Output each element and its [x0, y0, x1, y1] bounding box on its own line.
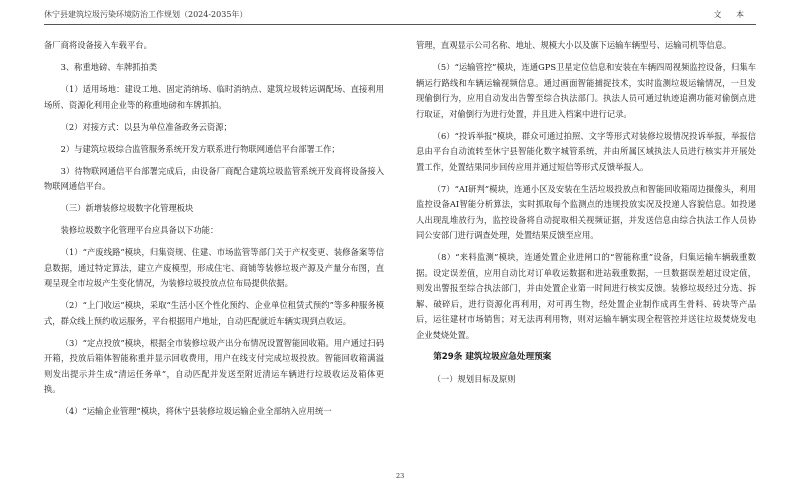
- paragraph: 备厂商将设备接入车载平台。: [44, 40, 152, 50]
- paragraph: （6）“投诉举报”模块，群众可通过拍照、文字等形式对装修垃圾情况投诉举报，举报信息由平台自动流转至休宁县智能化数字城管系统，并由所属区域执法人员进行核实并开展处置工作，处置结果同步回传应用并通过短信等形式反馈举报人。: [416, 130, 756, 172]
- paragraph: （4）“运输企业管理”模块，将休宁县装修垃圾运输企业全部纳入应用统一: [60, 406, 332, 416]
- article-heading: 第29条 建筑垃圾应急处理预案: [433, 351, 552, 362]
- paragraph: （5）“运输管控”模块，连通GPS卫星定位信息和安装在车辆四周视频监控设备，归集车辆运行路线和车辆运输视频信息。通过画面智能捕捉技术，实时监测垃圾运输情况，一旦发现偷倒行为，应用自动发出告警至综合执法部门。执法人员可通过轨迹追溯功能对偷倒点进行取证，对偷倒行为进行处置，并且进入档案中进行记录。: [416, 62, 756, 119]
- paragraph: （2）对接方式：以县为单位准备政务云资源；: [60, 121, 232, 132]
- subsection-heading: （一）规划目标及原则: [432, 373, 516, 384]
- paragraph: 3、称重地磅、车牌抓拍类: [60, 62, 158, 72]
- paragraph: （8）“来料监测”模块，连通处置企业进闸口的“智能称重”设备，归集运输车辆载重数据。设定误差值，应用自动比对订单收运数据和进站载重数据，一旦数据误差超过设定值，则发出警报至综合执法部门，并由处置企业第一时间进行核实反馈。装修垃圾经过分选、拆解、破碎后，进行资源化再利用，对可再生物，经处置企业制作成再生骨料、砖块等产品后，运往建材市场销售；对无法再利用物，则对运输车辆实现全程管控并送往垃圾焚烧发电企业焚烧处置。: [416, 252, 756, 340]
- paragraph: 2）与建筑垃圾综合监管服务系统开发方联系进行物联网通信平台部署工作；: [60, 143, 340, 154]
- paragraph: （1）“产废线路”模块，归集资规、住建、市场监管等部门关于产权变更、装修备案等信息数据，通过特定算法，建立产废模型，形成住宅、商铺等装修垃圾产源及产量分布图，直观呈现全市垃圾产生变化情况，为装修垃圾投放点位布局提供依据。: [44, 247, 384, 288]
- header-section: 文 本: [713, 10, 750, 19]
- subsection-heading: （三）新增装修垃圾数字化管理板块: [60, 203, 194, 213]
- running-header: [44, 6, 756, 25]
- paragraph: （1）适用场地：建设工地、固定消纳场、临时消纳点、建筑垃圾转运调配场、直接利用场所、资源化利用企业等的称重地磅和车牌抓拍。: [44, 84, 384, 110]
- paragraph: （2）“上门收运”模块，采取“生活小区个性化预约、企业单位租赁式预约”等多种服务模式，群众线上预约收运服务，平台根据用户地址，自动匹配就近车辆实现到点收运。: [44, 300, 384, 326]
- paragraph: （3）“定点投放”模块，根据全市装修垃圾产出分布情况设置智能回收箱。用户通过扫码开箱，投放后箱体智能称重并显示回收费用，用户在线支付完成垃圾投放。智能回收箱满溢则发出提示并生成“清运任务单”，自动匹配并发送至附近清运车辆进行垃圾收运及箱体更换。: [44, 337, 384, 394]
- header-title: 休宁县建筑垃圾污染环境防治工作规划（2024-2035年）: [44, 10, 248, 19]
- page-number: 23: [396, 472, 405, 480]
- paragraph: 管理，直观显示公司名称、地址、规模大小以及旗下运输车辆型号、运输司机等信息。: [416, 40, 732, 50]
- paragraph: （7）“AI研判”模块，连通小区及安装在生活垃圾投放点和智能回收箱周边摄像头，利用监控设备AI智能分析算法，实时抓取每个监测点的违规投放实况及投递人容貌信息。如投递人出现乱堆放行为，监控设备将自动捉取相关视频证据，并发送信息由综合执法工作人员协同公安部门进行调查处理，处置结果反馈至应用。: [416, 183, 756, 240]
- paragraph: 3）待物联网通信平台部署完成后，由设备厂商配合建筑垃圾监管系统开发商将设备接入物联网通信平台。: [44, 165, 384, 191]
- paragraph: 装修垃圾数字化管理平台应具备以下功能：: [60, 225, 219, 235]
- left-column: [44, 38, 384, 426]
- right-column: [416, 38, 756, 394]
